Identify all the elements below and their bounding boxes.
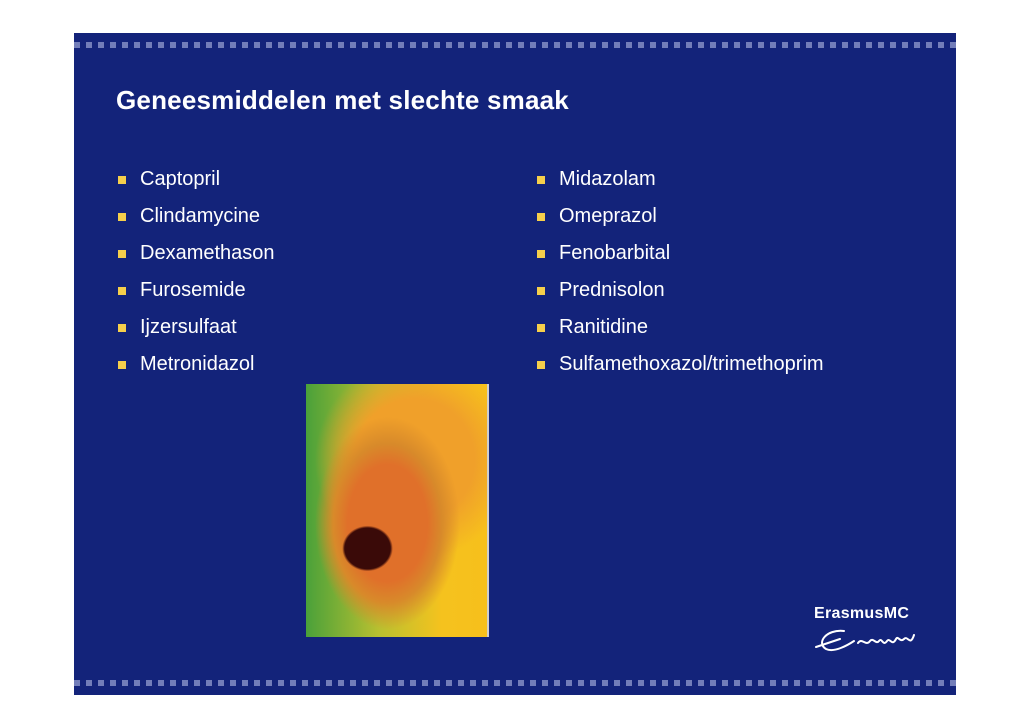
list-item	[537, 309, 824, 346]
list-item	[118, 346, 275, 383]
bullet-icon	[118, 361, 126, 369]
list-item-label: Dexamethason	[140, 242, 275, 264]
list-item-label: Furosemide	[140, 279, 246, 301]
list-item-label: Sulfamethoxazol/trimethoprim	[559, 353, 824, 375]
bullet-icon	[118, 176, 126, 184]
list-item	[537, 198, 824, 235]
list-item-label: Omeprazol	[559, 205, 657, 227]
bullet-icon	[537, 324, 545, 332]
erasmus-signature-icon	[814, 625, 932, 655]
bullet-icon	[537, 250, 545, 258]
list-item	[118, 309, 275, 346]
bottom-dotted-border	[74, 680, 956, 686]
list-item	[537, 346, 824, 383]
list-item-label: Midazolam	[559, 168, 656, 190]
erasmus-mc-logo	[814, 605, 932, 655]
list-item	[118, 161, 275, 198]
bullet-icon	[118, 250, 126, 258]
top-dotted-border	[74, 42, 956, 48]
list-item	[537, 235, 824, 272]
list-item-label: Prednisolon	[559, 279, 665, 301]
list-item-label: Ranitidine	[559, 316, 648, 338]
list-item-label: Ijzersulfaat	[140, 316, 237, 338]
slide-title: Geneesmiddelen met slechte smaak	[116, 85, 569, 115]
list-item	[537, 272, 824, 309]
list-item-label: Clindamycine	[140, 205, 261, 227]
right-drug-list	[537, 161, 824, 383]
list-item	[118, 272, 275, 309]
bullet-icon	[537, 213, 545, 221]
list-item-label: Captopril	[140, 168, 221, 190]
slide	[74, 33, 956, 695]
crying-baby-photo	[306, 384, 489, 637]
logo-text: ErasmusMC	[814, 605, 910, 622]
bullet-icon	[118, 213, 126, 221]
bullet-icon	[537, 176, 545, 184]
list-item-label: Metronidazol	[140, 353, 255, 375]
list-item	[537, 161, 824, 198]
bullet-icon	[537, 361, 545, 369]
list-item	[118, 198, 275, 235]
bullet-icon	[118, 287, 126, 295]
left-drug-list	[118, 161, 275, 383]
list-item-label: Fenobarbital	[559, 242, 671, 264]
bullet-icon	[537, 287, 545, 295]
bullet-icon	[118, 324, 126, 332]
list-item	[118, 235, 275, 272]
